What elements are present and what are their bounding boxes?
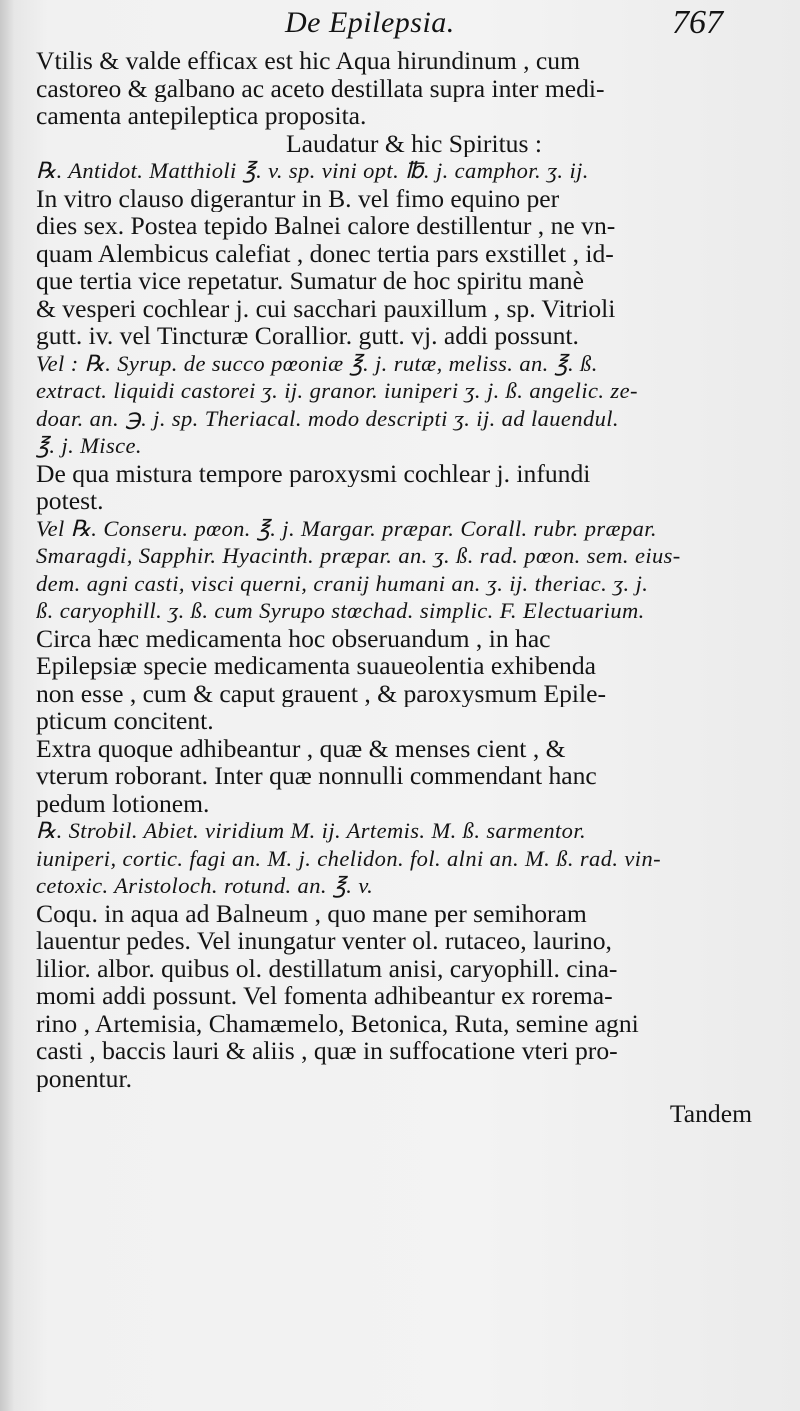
gutter-shadow (0, 0, 14, 1411)
page-header (0, 6, 800, 50)
text-line: ß. caryophill. ʒ. ß. cum Syrupo stœchad. simplic. F. Electuarium. (36, 598, 645, 623)
text-line: momi addi possunt. Vel fomenta adhibeantur ex rorema- (36, 982, 613, 1010)
text-line: Vtilis & valde efficax est hic Aqua hirundinum , cum (36, 47, 580, 75)
body-text (36, 47, 752, 1128)
text-line: Epilepsiæ specie medicamenta suaueolentia exhibenda (36, 652, 597, 680)
text-line: ponentur. (36, 1064, 132, 1092)
text-line: pedum lotionem. (36, 789, 210, 817)
text-line: Vel ℞. Conseru. pœon. ℥. j. Margar. præpar. Corall. rubr. præpar. (36, 515, 657, 541)
text-line: dies sex. Postea tepido Balnei calore destillentur , ne vn- (36, 212, 616, 240)
text-line: vterum roborant. Inter quæ nonnulli commendant hanc (36, 762, 597, 790)
text-line: Coqu. in aqua ad Balneum , quo mane per semihoram (36, 899, 587, 927)
text-line: dem. agni casti, visci querni, cranij humani an. ʒ. ij. theriac. ʒ. j. (36, 570, 649, 596)
text-line: & vesperi cochlear j. cui sacchari pauxillum , sp. Vitrioli (36, 294, 616, 322)
page-number: 767 (672, 4, 723, 41)
text-line: ℥. j. Misce. (36, 433, 142, 458)
text-line: quam Alembicus calefiat , donec tertia pars exstillet , id- (36, 239, 614, 267)
text-line: potest. (36, 487, 104, 515)
text-line: Extra quoque adhibeantur , quæ & menses cient , & (36, 734, 566, 762)
text-line: castoreo & galbano ac aceto destillata supra inter medi- (36, 74, 605, 102)
text-line: lauentur pedes. Vel inungatur venter ol. rutaceo, laurino, (36, 927, 612, 955)
text-line: gutt. iv. vel Tincturæ Corallior. gutt. vj. addi possunt. (36, 322, 579, 350)
text-line: ℞. Strobil. Abiet. viridium M. ij. Artemis. M. ß. sarmentor. (36, 818, 587, 843)
text-line: pticum concitent. (36, 707, 214, 735)
catchword: Tandem (669, 1100, 752, 1128)
running-title: De Epilepsia. (285, 6, 455, 39)
text-line: In vitro clauso digerantur in B. vel fimo equino per (36, 184, 560, 212)
text-line: cetoxic. Aristoloch. rotund. an. ℥. v. (36, 873, 374, 898)
text-line: lilior. albor. quibus ol. destillatum anisi, caryophill. cina- (36, 954, 618, 982)
text-line: doar. an. ℈. j. sp. Theriacal. modo descripti ʒ. ij. ad lauendul. (36, 405, 619, 431)
text-line: iuniperi, cortic. fagi an. M. j. chelidon. fol. alni an. M. ß. rad. vin- (36, 845, 661, 871)
text-line: que tertia vice repetatur. Sumatur de hoc spiritu manè (36, 267, 584, 295)
text-line: De qua mistura tempore paroxysmi cochlear j. infundi (36, 459, 591, 487)
text-line: Smaragdi, Sapphir. Hyacinth. præpar. an. ʒ. ß. rad. pœon. sem. eius- (36, 543, 681, 568)
text-line: ℞. Antidot. Matthioli ℥. v. sp. vini opt. ℔. j. camphor. ʒ. ij. (36, 158, 589, 183)
text-line: non esse , cum & caput grauent , & paroxysmum Epile- (36, 679, 607, 707)
text-line: casti , baccis lauri & aliis , quæ in suffocatione vteri pro- (36, 1037, 618, 1065)
text-line: camenta antepileptica proposita. (36, 102, 367, 130)
text-line: Circa hæc medicamenta hoc obseruandum , in hac (36, 624, 551, 652)
text-line: Laudatur & hic Spiritus : (286, 129, 542, 157)
text-line: Vel : ℞. Syrup. de succo pœoniæ ℥. j. rutæ, meliss. an. ℥. ß. (36, 350, 598, 376)
text-line: rino , Artemisia, Chamæmelo, Betonica, Ruta, semine agni (36, 1009, 639, 1037)
text-line: extract. liquidi castorei ʒ. ij. granor. iuniperi ʒ. j. ß. angelic. ze- (36, 378, 638, 403)
